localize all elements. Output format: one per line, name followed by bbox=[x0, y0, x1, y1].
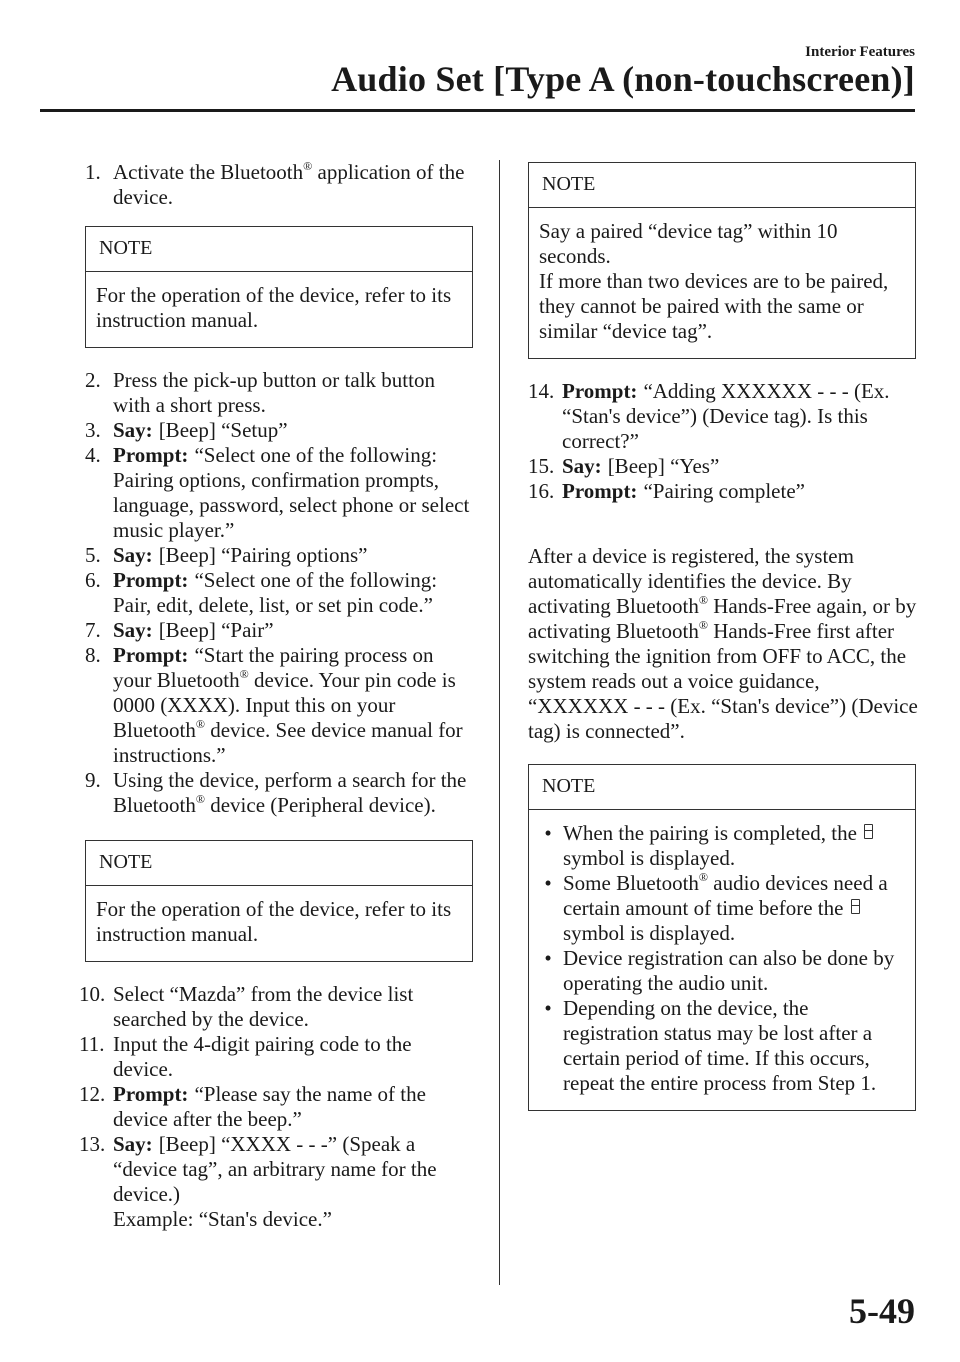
note-title: NOTE bbox=[529, 765, 915, 810]
column-divider bbox=[499, 160, 500, 1285]
left-column bbox=[79, 159, 475, 1232]
note-body: For the operation of the device, refer to its instruction manual. bbox=[96, 283, 452, 332]
note-box bbox=[528, 764, 916, 1111]
step-15: 15. Say: [Beep] “Yes” bbox=[528, 454, 720, 478]
step-3: 3. Say: [Beep] “Setup” bbox=[85, 418, 288, 442]
step-2: 2. Press the pick-up button or talk button with a short press. bbox=[85, 368, 435, 417]
list-item: • Depending on the device, the registration status may be lost after a certain period of time. If this occurs, repeat the entire process from Step 1. bbox=[544, 996, 877, 1095]
step-14: 14. Prompt: “Adding XXXXXX - - - (Ex. “Stan's device”) (Device tag). Is this correct?” bbox=[528, 379, 890, 453]
example-text: Example: “Stan's device.” bbox=[113, 1207, 332, 1231]
note-title: NOTE bbox=[529, 163, 915, 208]
header-divider bbox=[40, 109, 915, 112]
note-body: For the operation of the device, refer to its instruction manual. bbox=[96, 897, 452, 946]
list-item: • When the pairing is completed, the symbol is displayed. bbox=[533, 821, 903, 871]
step-9: 9. Using the device, perform a search for the Bluetooth® device (Peripheral device). bbox=[85, 768, 467, 817]
note-title: NOTE bbox=[86, 841, 472, 886]
bluetooth-device-icon bbox=[864, 824, 873, 839]
step-8: 8. Prompt: “Start the pairing process on your Bluetooth® device. Your pin code is 0000 (XXXX). Input this on your Bluetooth® device. See device manual for instructions.” bbox=[85, 643, 463, 767]
section-header: Interior Features bbox=[805, 44, 915, 60]
step-11: 11. Input the 4-digit pairing code to the device. bbox=[79, 1032, 412, 1081]
registration-paragraph: After a device is registered, the system automatically identifies the device. By activating Bluetooth® Hands-Free again, or by activating Bluetooth® Hands-Free first after switching the ignition from OFF to ACC, the system reads out a voice guidance, “XXXXXX - - - (Ex. “Stan's device”) (Device tag) is connected”. bbox=[528, 544, 918, 743]
right-column bbox=[528, 160, 918, 1131]
list-item: • Some Bluetooth® audio devices need a certain amount of time before the symbol is displayed. bbox=[544, 870, 888, 945]
note-box bbox=[85, 840, 473, 962]
note-body bbox=[529, 810, 915, 1110]
step-13: 13. Say: [Beep] “XXXX - - -” (Speak a “device tag”, an arbitrary name for the device.) Example: “Stan's device.” bbox=[79, 1132, 437, 1231]
page-title: Audio Set [Type A (non-touchscreen)] bbox=[331, 59, 915, 99]
step-16: 16. Prompt: “Pairing complete” bbox=[528, 479, 805, 503]
note-title: NOTE bbox=[86, 227, 472, 272]
step-1: 1. Activate the Bluetooth® application of the device. bbox=[85, 159, 465, 209]
step-5: 5. Say: [Beep] “Pairing options” bbox=[85, 543, 368, 567]
list-item: • Device registration can also be done by operating the audio unit. bbox=[544, 946, 895, 995]
step-6: 6. Prompt: “Select one of the following: Pair, edit, delete, list, or set pin code.” bbox=[85, 568, 438, 617]
page-number: 5-49 bbox=[849, 1291, 915, 1331]
note-bullet-list bbox=[533, 821, 903, 1096]
note-box bbox=[528, 162, 916, 359]
step-10: 10. Select “Mazda” from the device list searched by the device. bbox=[79, 982, 414, 1031]
step-7: 7. Say: [Beep] “Pair” bbox=[85, 618, 274, 642]
registered-mark: ® bbox=[303, 159, 313, 173]
note-body: Say a paired “device tag” within 10 seconds. If more than two devices are to be paired, they cannot be paired with the same or similar “device tag”. bbox=[539, 219, 889, 343]
step-12: 12. Prompt: “Please say the name of the device after the beep.” bbox=[79, 1082, 426, 1131]
step-4: 4. Prompt: “Select one of the following: Pairing options, confirmation prompts, language, password, select phone or select music player.” bbox=[85, 443, 470, 542]
note-box bbox=[85, 226, 473, 348]
bluetooth-device-icon bbox=[851, 899, 860, 914]
